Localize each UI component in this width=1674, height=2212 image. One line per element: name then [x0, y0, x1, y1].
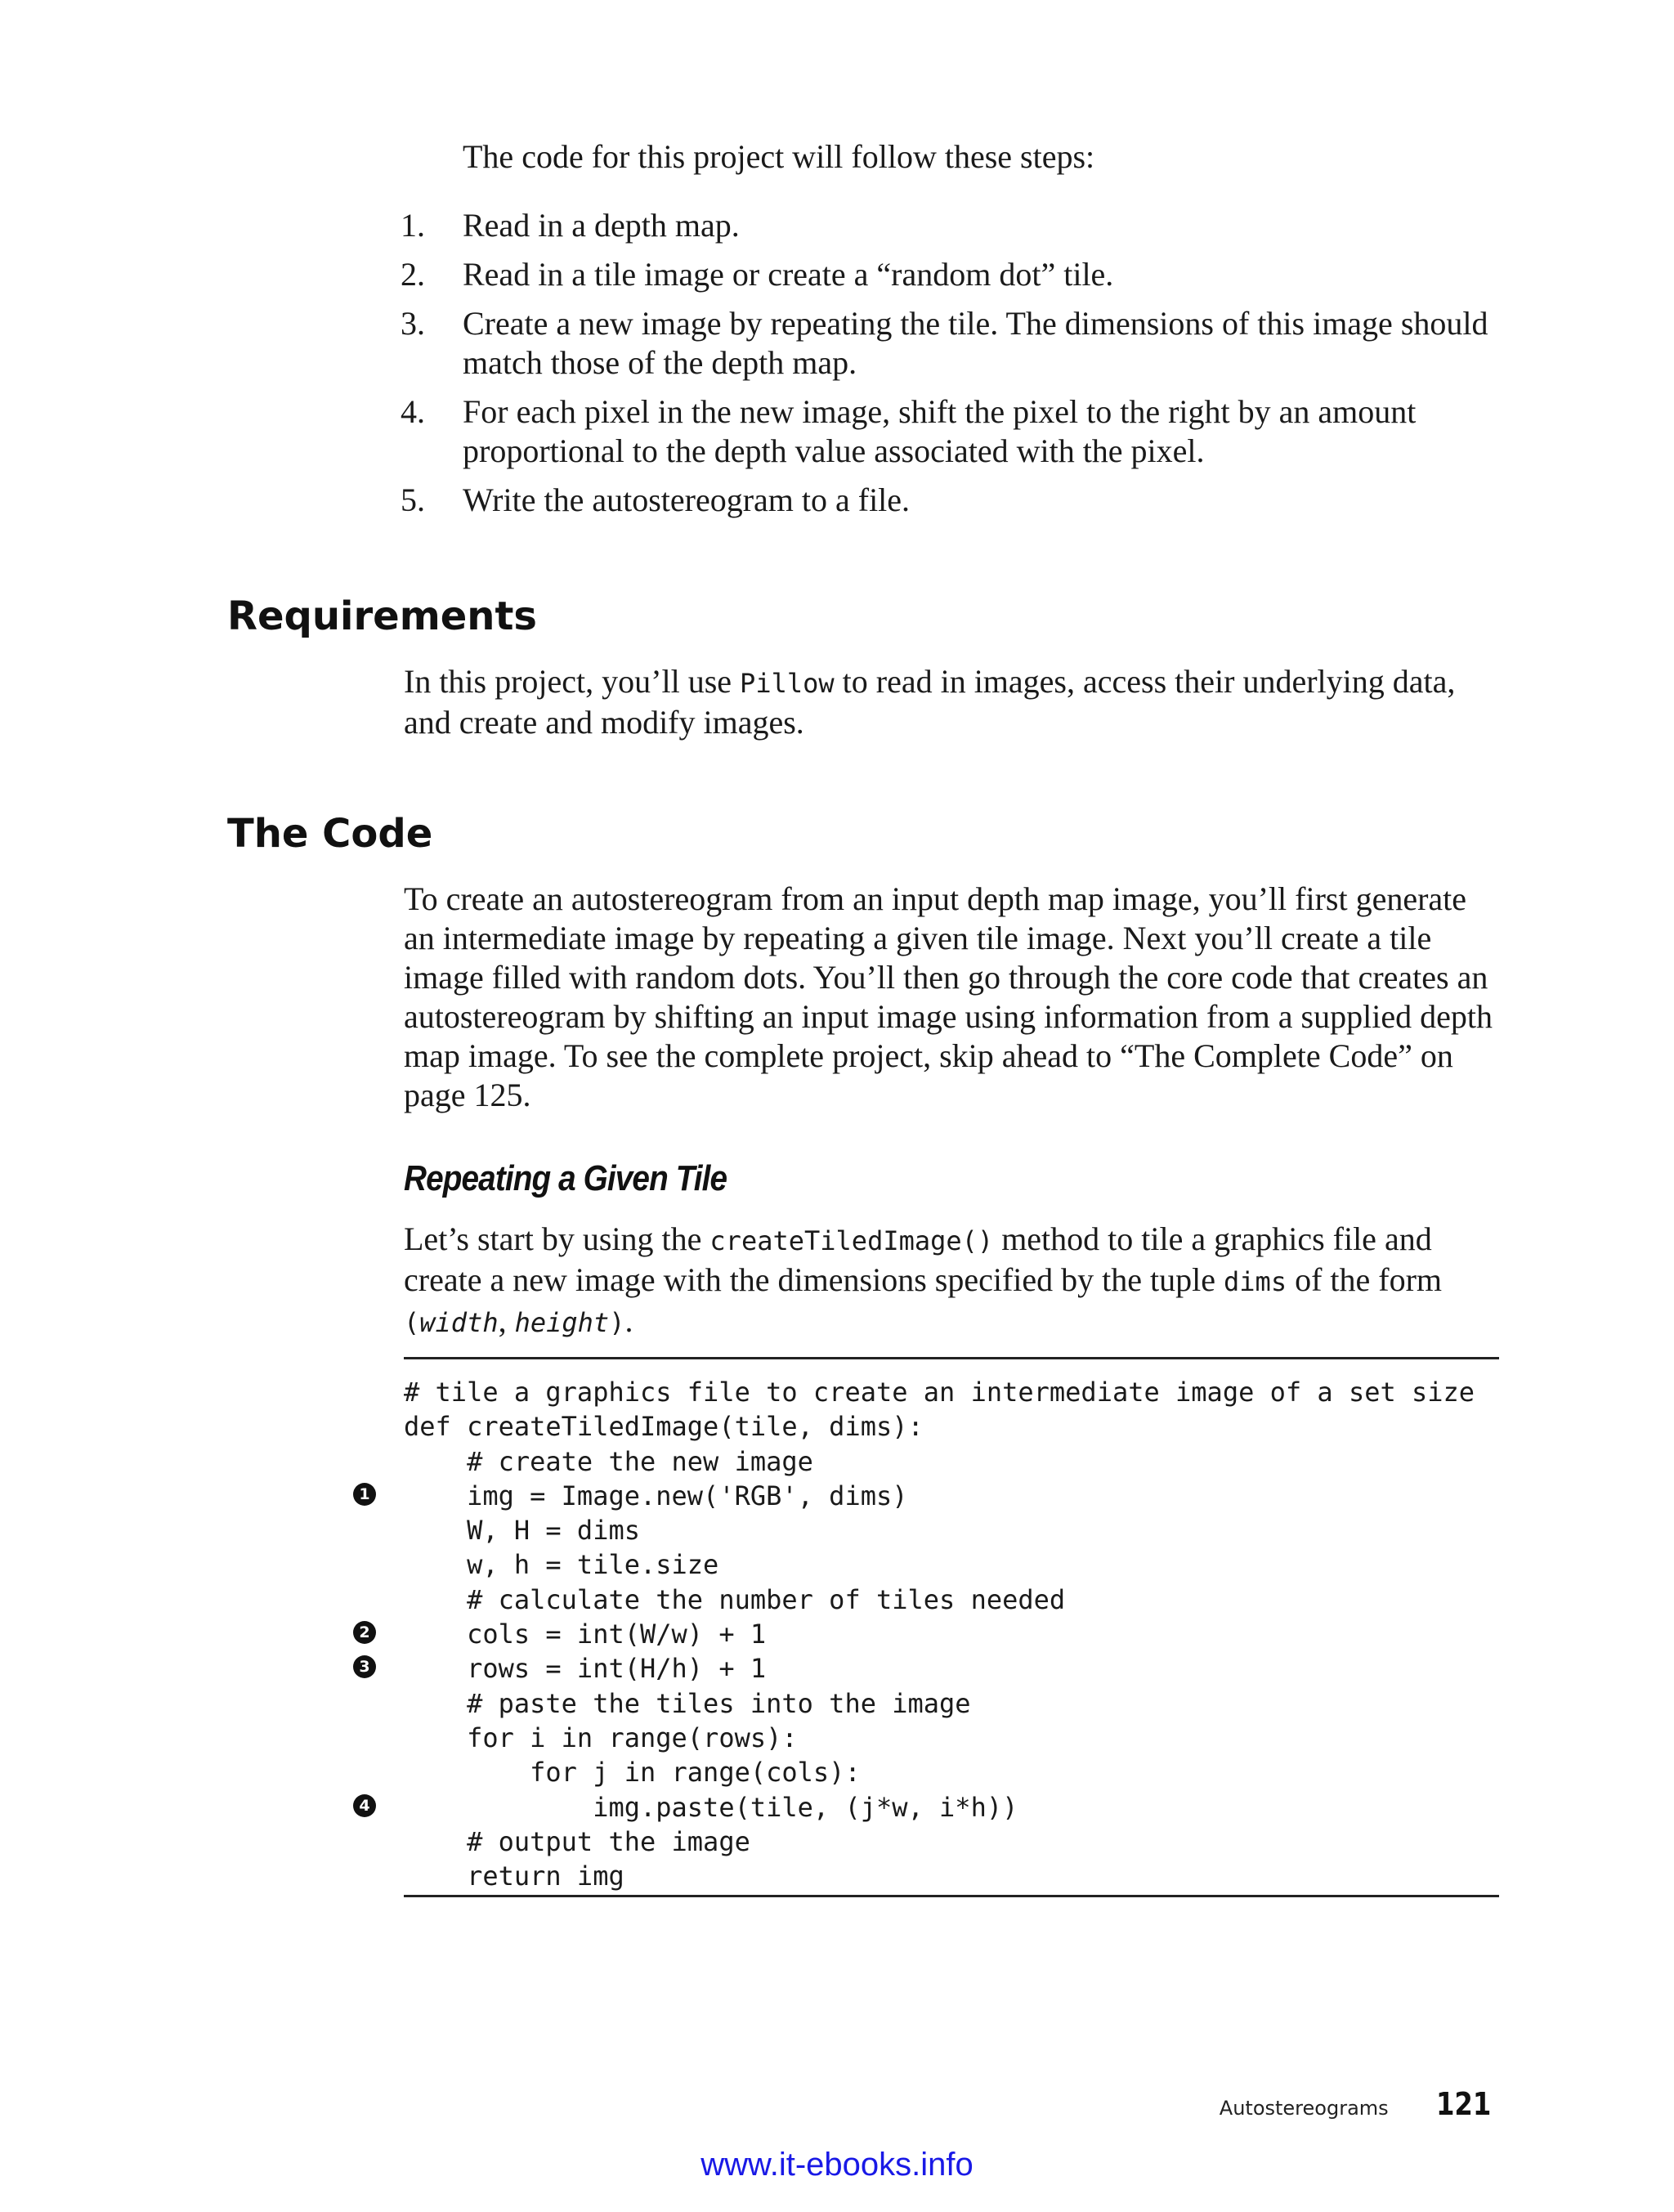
step-number: 5.: [401, 481, 425, 518]
source-link[interactable]: www.it-ebooks.info: [700, 2147, 974, 2183]
code-line: [404, 1409, 1499, 1444]
step-text: Create a new image by repeating the tile. The dimensions of this image should match those of the depth map.: [463, 305, 1488, 381]
step-text: For each pixel in the new image, shift the pixel to the right by an amount proportional to the depth value associated with the pixel.: [463, 393, 1417, 469]
page-number: 121: [1435, 2086, 1492, 2122]
the-code-paragraph: To create an autostereogram from an input depth map image, you’ll first generate an intermediate image by repeating a given tile image. Next you’ll create a tile image filled with random dots. You’ll then go through the core code that creates an autostereogram by shifting an input image using information from a supplied depth map image. To see the complete project, skip ahead to “The Complete Code” on page 125.: [404, 880, 1493, 1113]
code-line: [404, 1755, 1499, 1789]
code-line: [404, 1444, 1499, 1479]
repeating-tile-paragraph: [404, 1220, 1499, 1342]
code-line: [404, 1721, 1499, 1755]
inline-code-height: height: [514, 1307, 610, 1338]
paragraph-text: .: [624, 1302, 633, 1339]
requirements-heading: Requirements: [227, 593, 537, 639]
code-line: [359, 1790, 1499, 1825]
code-line: [404, 1686, 1499, 1721]
step-number: 3.: [401, 305, 425, 342]
step-number: 1.: [401, 207, 425, 244]
code-line: [404, 1513, 1499, 1547]
step-text: Read in a depth map.: [463, 207, 740, 244]
the-code-heading: The Code: [227, 811, 433, 857]
code-text: for j in range(cols):: [404, 1757, 861, 1789]
code-text: # calculate the number of tiles needed: [404, 1583, 1066, 1615]
code-text: for i in range(rows):: [404, 1722, 798, 1753]
inline-code-paren: ): [609, 1307, 625, 1338]
requirements-paragraph: [404, 662, 1499, 742]
code-text: # create the new image: [404, 1445, 813, 1477]
code-text: # tile a graphics file to create an intermediate image of a set size: [404, 1377, 1475, 1408]
code-top-rule: [404, 1357, 1499, 1359]
code-text: w, h = tile.size: [404, 1549, 719, 1581]
code-line: [404, 1859, 1499, 1893]
code-text: img.paste(tile, (j*w, i*h)): [404, 1791, 1018, 1823]
inline-code-width: width: [419, 1307, 499, 1338]
paragraph-text: of the form: [1287, 1261, 1443, 1298]
list-item: [401, 481, 1512, 520]
list-item: [401, 392, 1512, 471]
code-text: img = Image.new('RGB', dims): [404, 1480, 908, 1511]
code-text: # output the image: [404, 1825, 750, 1857]
inline-code-method: createTiledImage(): [709, 1225, 994, 1256]
step-text: Write the autostereogram to a file.: [463, 481, 911, 518]
steps-list: [401, 206, 1512, 530]
paragraph-text: Let’s start by using the: [404, 1220, 710, 1257]
code-line: [404, 1375, 1499, 1409]
repeating-tile-heading: Repeating a Given Tile: [404, 1158, 727, 1198]
inline-code-dims: dims: [1224, 1266, 1287, 1297]
code-line: [359, 1617, 1499, 1651]
code-line: [404, 1825, 1499, 1859]
requirements-text: to read in images, access their underlying data, and create and modify images.: [404, 663, 1456, 741]
callout-number: 2: [353, 1621, 376, 1644]
paragraph-text: method to tile a graphics file and create a new image with the dimensions specified by the tuple: [404, 1220, 1432, 1298]
list-item: [401, 206, 1512, 245]
inline-code-paren: (: [404, 1307, 420, 1338]
step-number: 2.: [401, 256, 425, 293]
code-line: [404, 1583, 1499, 1617]
code-line: [404, 1547, 1499, 1582]
intro-text: The code for this project will follow these steps:: [463, 138, 1095, 175]
step-text: Read in a tile image or create a “random dot” tile.: [463, 256, 1114, 293]
paragraph-text: ,: [498, 1302, 515, 1339]
requirements-text: In this project, you’ll use: [404, 663, 741, 700]
callout-number: 3: [353, 1655, 376, 1678]
code-bottom-rule: [404, 1895, 1499, 1897]
callout-number: 1: [353, 1483, 376, 1506]
code-line: [359, 1651, 1499, 1686]
inline-code-pillow: Pillow: [740, 668, 835, 699]
code-text: # paste the tiles into the image: [404, 1687, 971, 1719]
code-listing: [359, 1375, 1499, 1893]
code-text: cols = int(W/w) + 1: [404, 1619, 767, 1650]
code-text: W, H = dims: [404, 1515, 640, 1547]
page-footer: [1220, 2086, 1496, 2122]
code-text: def createTiledImage(tile, dims):: [404, 1411, 924, 1443]
running-footer-title: Autostereograms: [1219, 2097, 1389, 2120]
code-text: return img: [404, 1860, 624, 1892]
list-item: [401, 255, 1512, 294]
callout-number: 4: [353, 1794, 376, 1817]
code-text: rows = int(H/h) + 1: [404, 1653, 767, 1685]
code-line: [359, 1479, 1499, 1513]
list-item: [401, 304, 1512, 383]
step-number: 4.: [401, 393, 425, 430]
